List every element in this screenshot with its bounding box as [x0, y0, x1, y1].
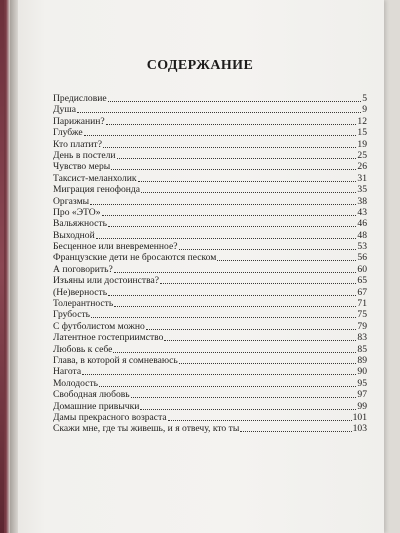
dot-leader	[106, 116, 357, 125]
toc-entry-page: 31	[357, 172, 367, 184]
dot-leader	[217, 252, 356, 261]
dot-leader	[99, 378, 356, 387]
toc-entry	[53, 207, 367, 218]
toc-entry	[53, 389, 367, 400]
toc-entry-page: 19	[357, 138, 367, 150]
dot-leader	[141, 184, 356, 193]
toc-entry-page: 101	[352, 411, 367, 423]
toc-entry-title: Молодость	[53, 377, 99, 389]
toc-entry-page: 83	[357, 332, 367, 344]
toc-entry-title: Вальяжность	[53, 218, 107, 230]
toc-entry-title: Предисловие	[53, 93, 107, 104]
dot-leader	[102, 207, 357, 216]
toc-entry-title: День в постели	[53, 149, 116, 161]
toc-entry	[53, 173, 367, 184]
toc-entry-page: 71	[357, 298, 367, 310]
toc-entry-page: 67	[357, 286, 367, 298]
toc-entry-title: Выходной	[53, 229, 95, 241]
toc-entry-title: Толерантность	[53, 298, 114, 310]
toc-entry-page: 103	[352, 423, 367, 435]
dot-leader	[138, 173, 357, 182]
toc-entry	[53, 93, 367, 104]
toc-entry	[53, 116, 367, 127]
toc-entry	[53, 196, 367, 207]
toc-entry-page: 26	[357, 161, 367, 173]
toc-entry	[53, 298, 367, 309]
toc-entry-title: С футболистом можно	[53, 320, 145, 332]
toc-entry-page: 90	[357, 366, 367, 378]
toc-entry-page: 95	[357, 377, 367, 389]
toc-entry-title: Свободная любовь	[53, 389, 130, 401]
toc-entry-title: Глубже	[53, 127, 83, 139]
book-cover-edge	[0, 0, 4, 533]
toc-entry-page: 75	[357, 309, 367, 321]
dot-leader	[146, 321, 357, 330]
dot-leader	[108, 218, 356, 227]
toc-entry	[53, 252, 367, 263]
dot-leader	[179, 355, 357, 364]
toc-entry	[53, 401, 367, 412]
toc-entry-title: Бесценное или вневременное?	[53, 241, 178, 253]
toc-entry	[53, 218, 367, 229]
toc-entry	[53, 344, 367, 355]
dot-leader	[108, 93, 362, 102]
toc-entry	[53, 230, 367, 241]
toc-entry-title: Кто платит?	[53, 138, 103, 150]
dot-leader	[103, 139, 356, 148]
toc-entry-title: Глава, в которой я сомневаюсь	[53, 354, 178, 366]
toc-entry	[53, 366, 367, 377]
toc-entry-title: Про «ЭТО»	[53, 206, 101, 218]
toc-entry-page: 12	[357, 115, 367, 127]
dot-leader	[108, 287, 356, 296]
toc-entry	[53, 104, 367, 115]
toc-entry	[53, 275, 367, 286]
toc-entry-page: 56	[357, 252, 367, 264]
dot-leader	[240, 423, 351, 432]
toc-entry-title: Любовь к себе	[53, 343, 113, 355]
toc-entry	[53, 321, 367, 332]
dot-leader	[114, 264, 357, 273]
toc-entry-title: А поговорить?	[53, 263, 113, 275]
toc-entry-page: 85	[357, 343, 367, 355]
dot-leader	[160, 275, 356, 284]
toc-entry-title: Латентное гостеприимство	[53, 332, 164, 344]
toc-entry-title: Душа	[53, 104, 76, 116]
toc-entry-title: (Не)верность	[53, 286, 108, 298]
dot-leader	[164, 332, 356, 341]
toc-entry	[53, 139, 367, 150]
toc-entry-title: Чувство меры	[53, 161, 111, 173]
toc-entry-title: Скажи мне, где ты живешь, и я отвечу, кто ты	[53, 423, 240, 435]
toc-entry-page: 99	[357, 400, 367, 412]
dot-leader	[111, 161, 356, 170]
toc-entry-title: Грубость	[53, 309, 91, 321]
toc-entry-title: Французские дети не бросаются песком	[53, 252, 217, 264]
toc-entry-page: 79	[357, 320, 367, 332]
toc-entry	[53, 412, 367, 423]
toc-entry-title: Нагота	[53, 366, 82, 378]
toc-entry	[53, 309, 367, 320]
toc-entry-page: 25	[357, 149, 367, 161]
dot-leader	[117, 150, 357, 159]
toc-entry	[53, 287, 367, 298]
toc-entry-title: Миграция генофонда	[53, 184, 141, 196]
toc-entry	[53, 332, 367, 343]
dot-leader	[91, 309, 356, 318]
toc-entry-title: Домашние привычки	[53, 400, 140, 412]
toc-entry-page: 43	[357, 206, 367, 218]
dot-leader	[131, 389, 357, 398]
toc-entry-page: 9	[362, 104, 367, 116]
toc-entry	[53, 127, 367, 138]
dot-leader	[179, 241, 357, 250]
toc-entry-page: 48	[357, 229, 367, 241]
toc-entry-page: 65	[357, 275, 367, 287]
book-page	[16, 0, 384, 533]
toc-entry-title: Таксист-меланхолик	[53, 172, 137, 184]
toc-entry-page: 97	[357, 389, 367, 401]
toc-entry	[53, 184, 367, 195]
toc-entry-page: 35	[357, 184, 367, 196]
dot-leader	[113, 344, 356, 353]
toc-entry	[53, 355, 367, 366]
toc-entry-page: 60	[357, 263, 367, 275]
toc-entry-page: 15	[357, 127, 367, 139]
table-of-contents	[53, 93, 367, 435]
toc-entry-page: 5	[362, 93, 367, 104]
toc-entry	[53, 150, 367, 161]
dot-leader	[168, 412, 352, 421]
toc-entry-page: 89	[357, 354, 367, 366]
toc-entry-title: Оргазмы	[53, 195, 90, 207]
dot-leader	[82, 366, 356, 375]
dot-leader	[90, 196, 356, 205]
toc-entry-title: Изъяны или достоинства?	[53, 275, 160, 287]
dot-leader	[114, 298, 356, 307]
toc-entry	[53, 241, 367, 252]
dot-leader	[77, 104, 361, 113]
toc-entry-title: Парижанин?	[53, 115, 105, 127]
toc-entry	[53, 423, 367, 434]
toc-entry-title: Дамы прекрасного возраста	[53, 411, 167, 423]
toc-entry-page: 38	[357, 195, 367, 207]
toc-entry	[53, 378, 367, 389]
toc-entry	[53, 161, 367, 172]
toc-entry-page: 53	[357, 241, 367, 253]
toc-entry-page: 46	[357, 218, 367, 230]
toc-entry	[53, 264, 367, 275]
dot-leader	[84, 127, 357, 136]
dot-leader	[96, 230, 357, 239]
page-title: СОДЕРЖАНИЕ	[146, 58, 254, 73]
dot-leader	[140, 401, 356, 410]
